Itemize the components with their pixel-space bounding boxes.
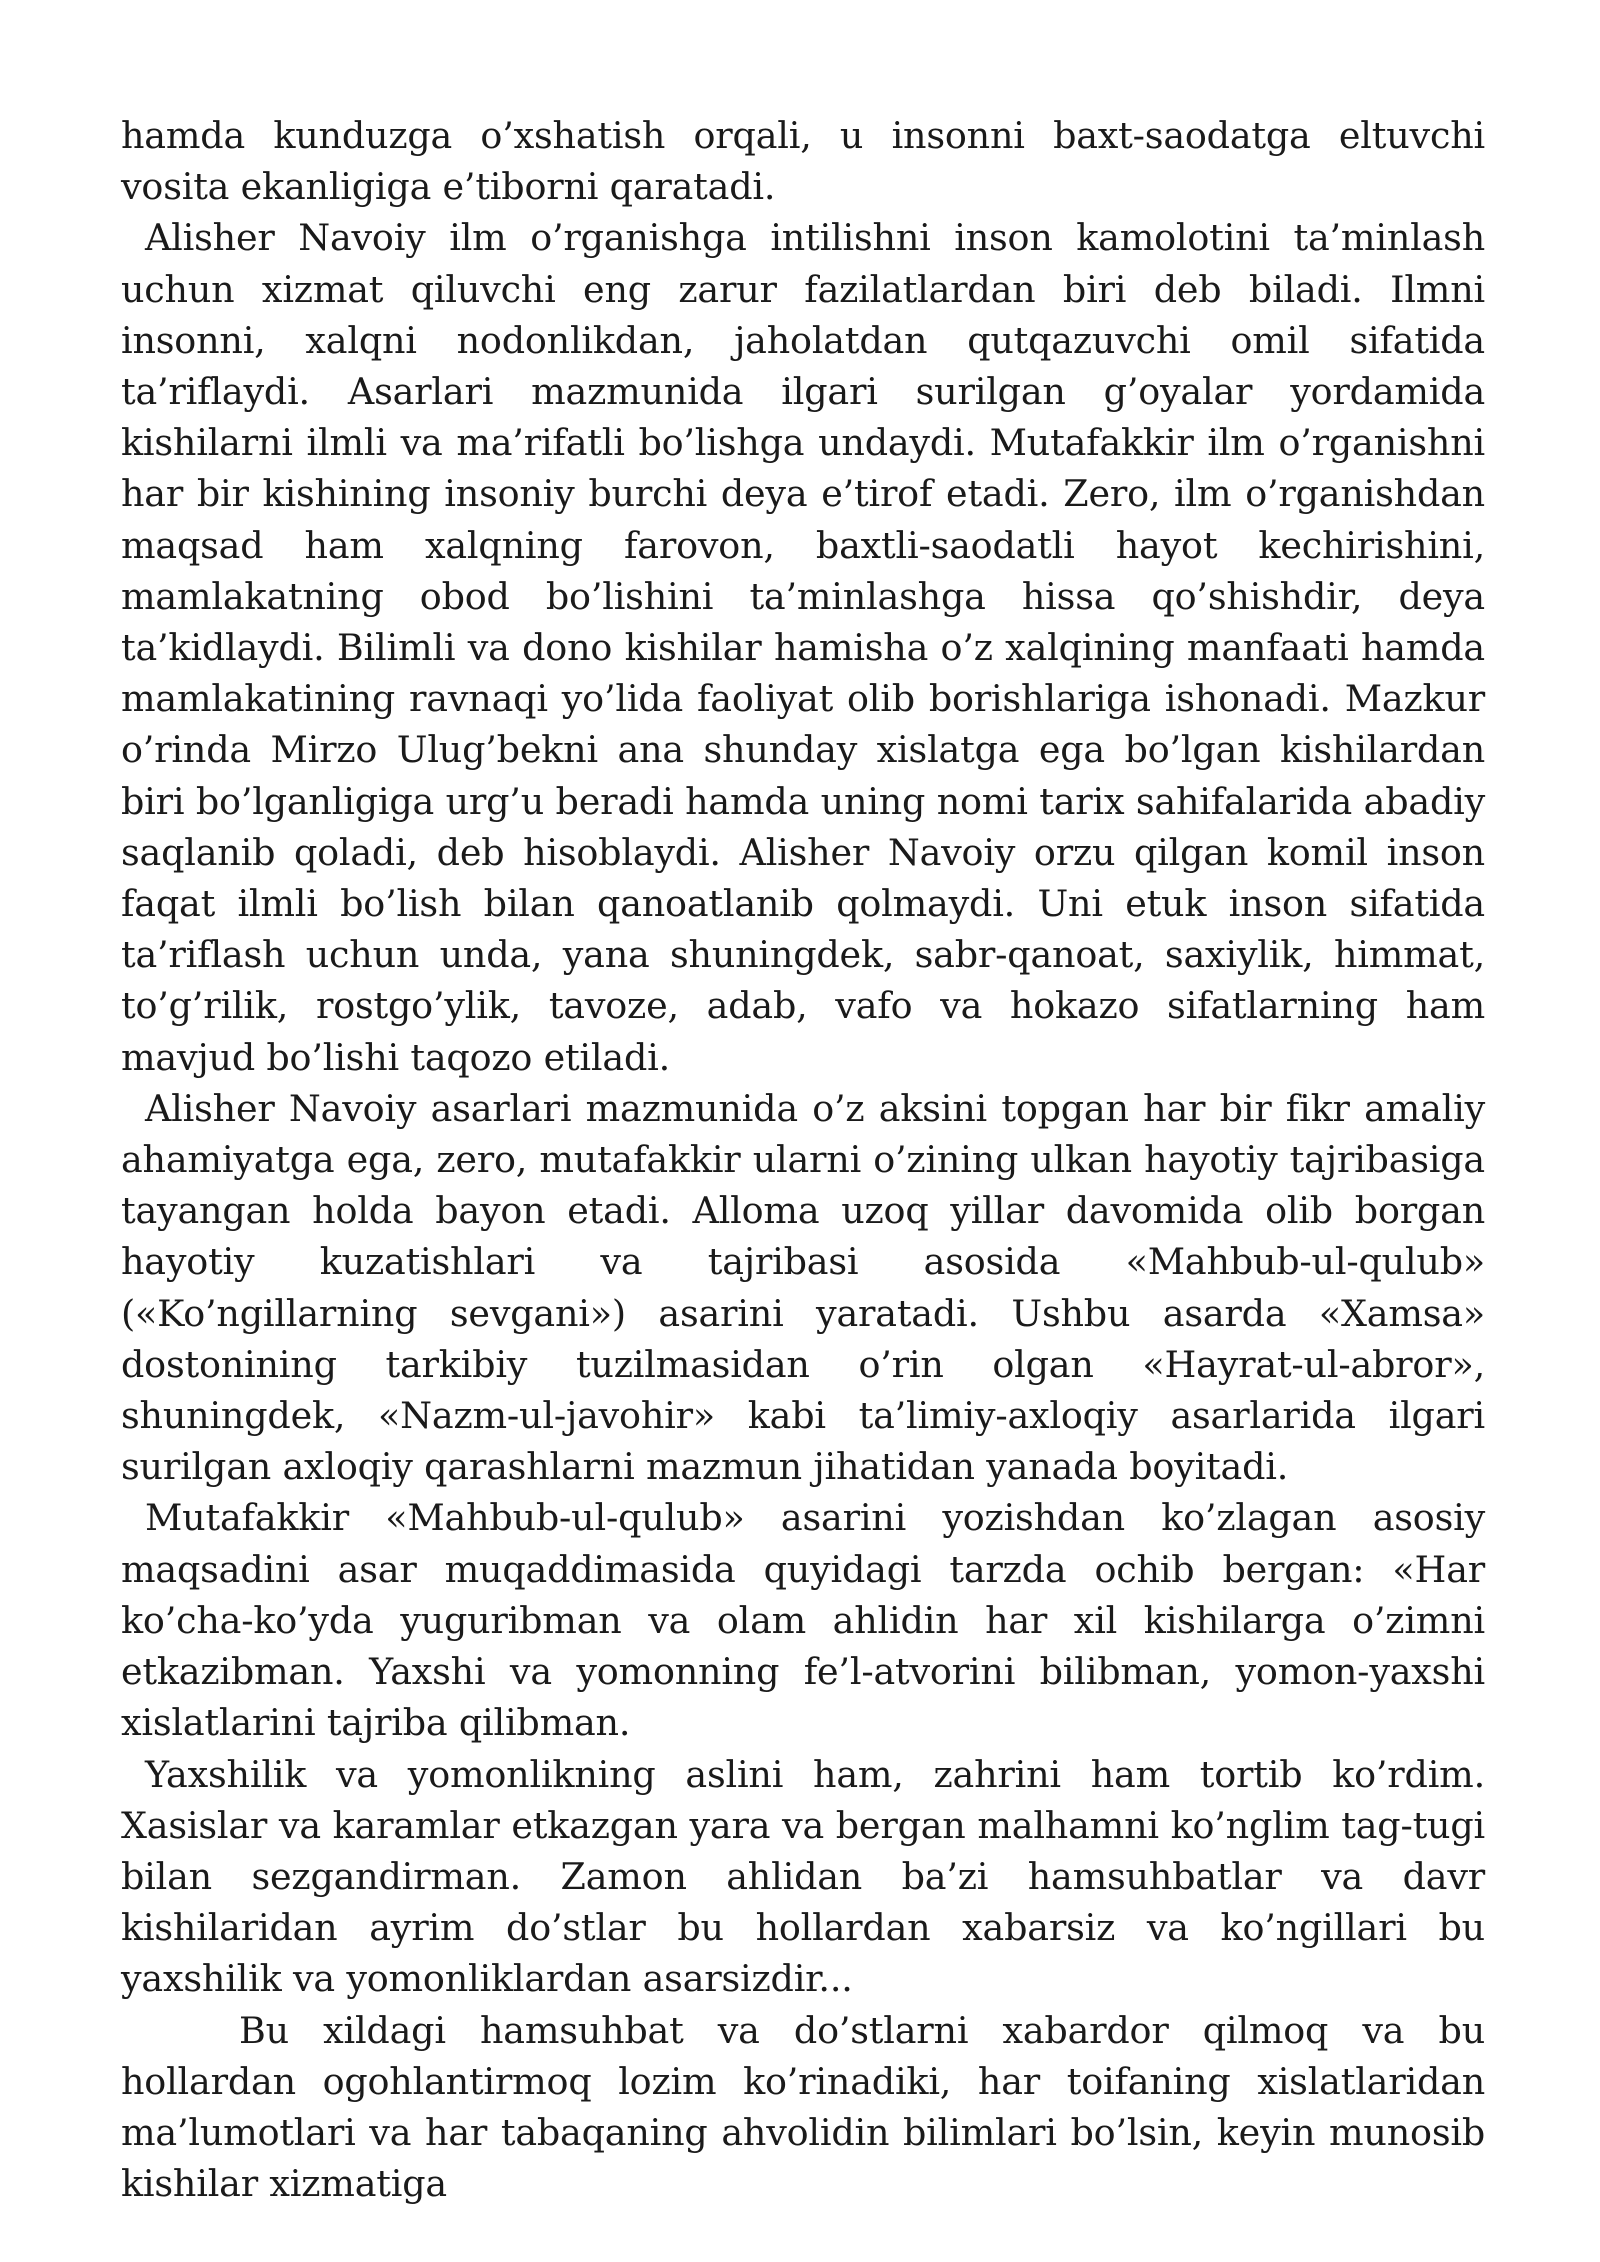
paragraph-1: hamda kunduzga o’xshatish orqali, u insonni baxt-saodatga eltuvchi vosita ekanligiga e’tiborni qaratadi. <box>121 114 1485 209</box>
paragraph-6: Bu xildagi hamsuhbat va do’stlarni xabardor qilmoq va bu hollardan ogohlantirmoq lozim ko’rinadiki, har toifaning xislatlaridan ma’lumotlari va har tabaqaning ahvolidin bilimlari bo’lsin, keyin munosib kishilar xizmatiga <box>121 2008 1485 2206</box>
paragraph-3: Alisher Navoiy asarlari mazmunida o’z aksini topgan har bir fikr amaliy ahamiyatga ega, zero, mutafakkir ularni o’zining ulkan hayotiy tajribasiga tayangan holda bayon etadi. Alloma uzoq yillar davomida olib borgan hayotiy kuzatishlari va tajribasi asosida «Mahbub-ul-qulub» («Ko’ngillarning sevgani») asarini yaratadi. Ushbu asarda «Xamsa» dostonining tarkibiy tuzilmasidan o’rin olgan «Hayrat-ul-abror», shuningdek, «Nazm-ul-javohir» kabi ta’limiy-axloqiy asarlarida ilgari surilgan axloqiy qarashlarni mazmun jihatidan yanada boyitadi. <box>121 1086 1485 1489</box>
document-page <box>121 110 1485 2209</box>
paragraph-2: Alisher Navoiy ilm o’rganishga intilishni inson kamolotini ta’minlash uchun xizmat qiluvchi eng zarur fazilatlardan biri deb biladi. Ilmni insonni, xalqni nodonlikdan, jaholatdan qutqazuvchi omil sifatida ta’riflaydi. Asarlari mazmunida ilgari surilgan g’oyalar yordamida kishilarni ilmli va ma’rifatli bo’lishga undaydi. Mutafakkir ilm o’rganishni har bir kishining insoniy burchi deya e’tirof etadi. Zero, ilm o’rganishdan maqsad ham xalqning farovon, baxtli-saodatli hayot kechirishini, mamlakatning obod bo’lishini ta’minlashga hissa qo’shishdir, deya ta’kidlaydi. Bilimli va dono kishilar hamisha o’z xalqining manfaati hamda mamlakatining ravnaqi yo’lida faoliyat olib borishlariga ishonadi. Mazkur o’rinda Mirzo Ulug’bekni ana shunday xislatga ega bo’lgan kishilardan biri bo’lganligiga urg’u beradi hamda uning nomi tarix sahifalarida abadiy saqlanib qoladi, deb hisoblaydi. Alisher Navoiy orzu qilgan komil inson faqat ilmli bo’lish bilan qanoatlanib qolmaydi. Uni etuk inson sifatida ta’riflash uchun unda, yana shuningdek, sabr-qanoat, saxiylik, himmat, to’g’rilik, rostgo’ylik, tavoze, adab, vafo va hokazo sifatlarning ham mavjud bo’lishi taqozo etiladi. <box>121 216 1485 1079</box>
paragraph-5: Yaxshilik va yomonlikning aslini ham, zahrini ham tortib ko’rdim. Xasislar va karamlar etkazgan yara va bergan malhamni ko’nglim tag-tugi bilan sezgandirman. Zamon ahlidan ba’zi hamsuhbatlar va davr kishilaridan ayrim do’stlar bu hollardan xabarsiz va ko’ngillari bu yaxshilik va yomonliklardan asarsizdir... <box>121 1752 1485 2001</box>
paragraph-4: Mutafakkir «Mahbub-ul-qulub» asarini yozishdan ko’zlagan asosiy maqsadini asar muqaddimasida quyidagi tarzda ochib bergan: «Har ko’cha-ko’yda yuguribman va olam ahlidin har xil kishilarga o’zimni etkazibman. Yaxshi va yomonning fe’l-atvorini bilibman, yomon-yaxshi xislatlarini tajriba qilibman. <box>121 1496 1485 1745</box>
